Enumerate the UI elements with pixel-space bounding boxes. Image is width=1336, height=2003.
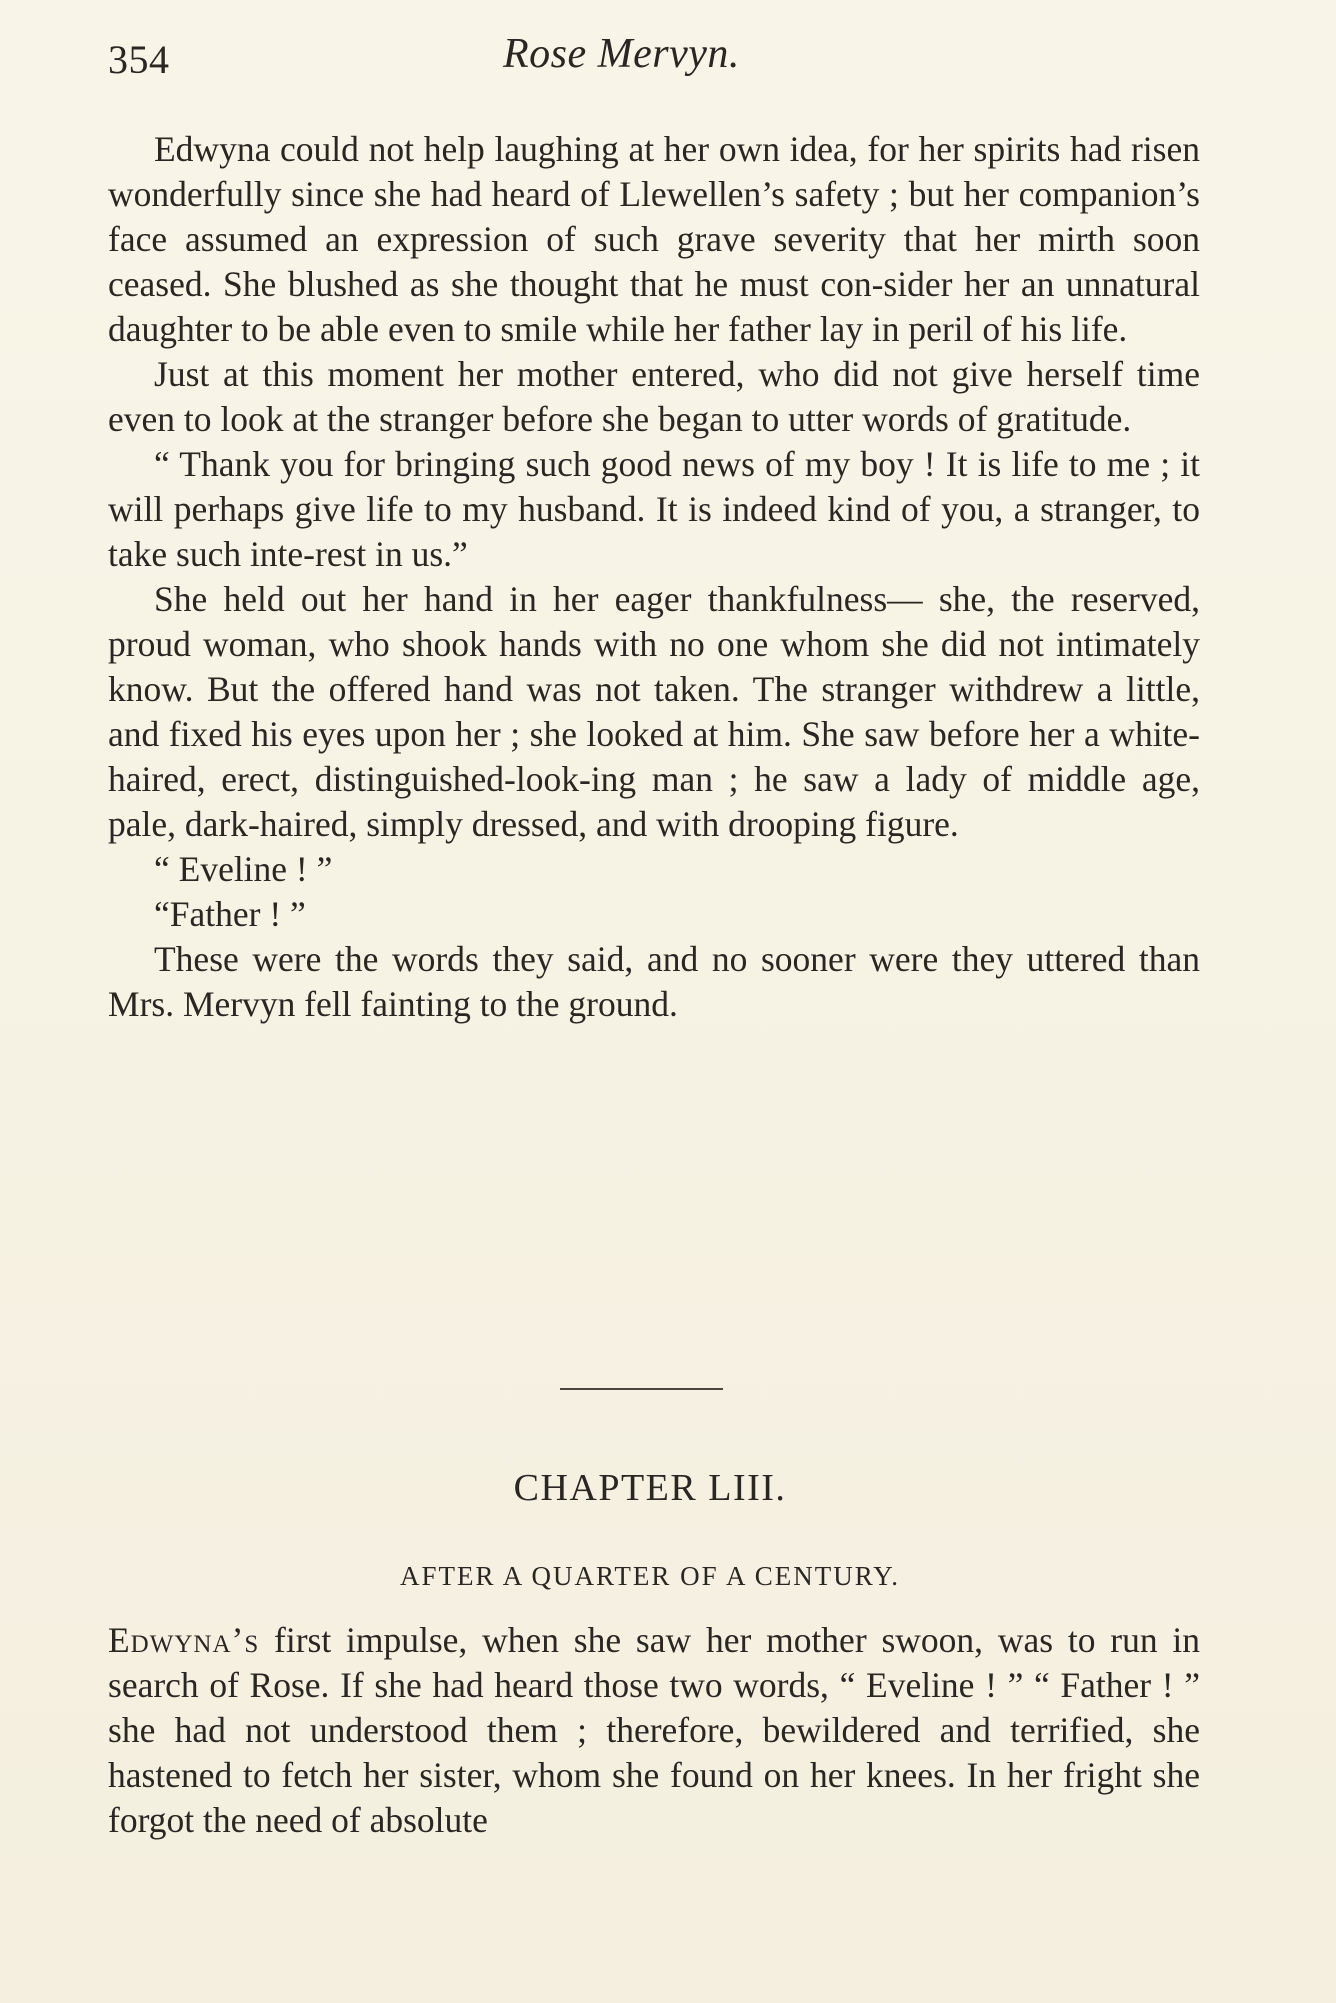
paragraph: Just at this moment her mother entered, who did not give herself time even to look at the stranger before she began to utter words of gratitude. bbox=[108, 354, 1200, 439]
paragraph: Edwyna could not help laughing at her own idea, for her spirits had risen wonderfully since she had heard of Llewellen’s safety ; but her companion’s face assumed an expression of such grave severity that her mirth soon ceased. She blushed as she thought that he must con-sider her an unnatural daughter to be able even to smile while her father lay in peril of his life. bbox=[108, 129, 1200, 349]
dialogue-line: “ Eveline ! ” bbox=[154, 849, 333, 889]
paragraph: She held out her hand in her eager thankfulness— she, the reserved, proud woman, who shook hands with no one whom she did not intimately know. But the offered hand was not taken. The stranger withdrew a little, and fixed his eyes upon her ; she looked at him. She saw before her a white-haired, erect, distinguished-look-ing man ; he saw a lady of middle age, pale, dark-haired, simply dressed, and with drooping figure. bbox=[108, 579, 1200, 844]
page-header bbox=[108, 31, 1198, 96]
section-divider bbox=[560, 1388, 723, 1390]
paragraph: “ Thank you for bringing such good news of my boy ! It is life to me ; it will perhaps give life to my husband. It is indeed kind of you, a stranger, to take such inte-rest in us.” bbox=[108, 444, 1200, 574]
chapter-end-text bbox=[108, 127, 1200, 1027]
dialogue-line: “Father ! ” bbox=[154, 894, 306, 934]
chapter-title: CHAPTER LIII. bbox=[513, 1467, 787, 1509]
page-number: 354 bbox=[108, 37, 170, 82]
paragraph: These were the words they said, and no sooner were they uttered than Mrs. Mervyn fell fainting to the ground. bbox=[108, 939, 1200, 1024]
running-title: Rose Mervyn. bbox=[503, 31, 740, 77]
paragraph-text: first impulse, when she saw her mother swoon, was to run in search of Rose. If she had heard those two words, “ Eveline ! ” “ Father ! ” she had not understood them ; therefore, bewildered and terrified, she hastened to fetch her sister, whom she found on her knees. In her fright she forgot the need of absolute bbox=[108, 1620, 1200, 1840]
chapter-opening-text bbox=[108, 1618, 1200, 1843]
lead-word: Edwyna’s bbox=[108, 1620, 260, 1660]
chapter-subtitle: AFTER A QUARTER OF A CENTURY. bbox=[400, 1561, 900, 1591]
chapter-opening-paragraph bbox=[108, 1618, 1200, 1843]
